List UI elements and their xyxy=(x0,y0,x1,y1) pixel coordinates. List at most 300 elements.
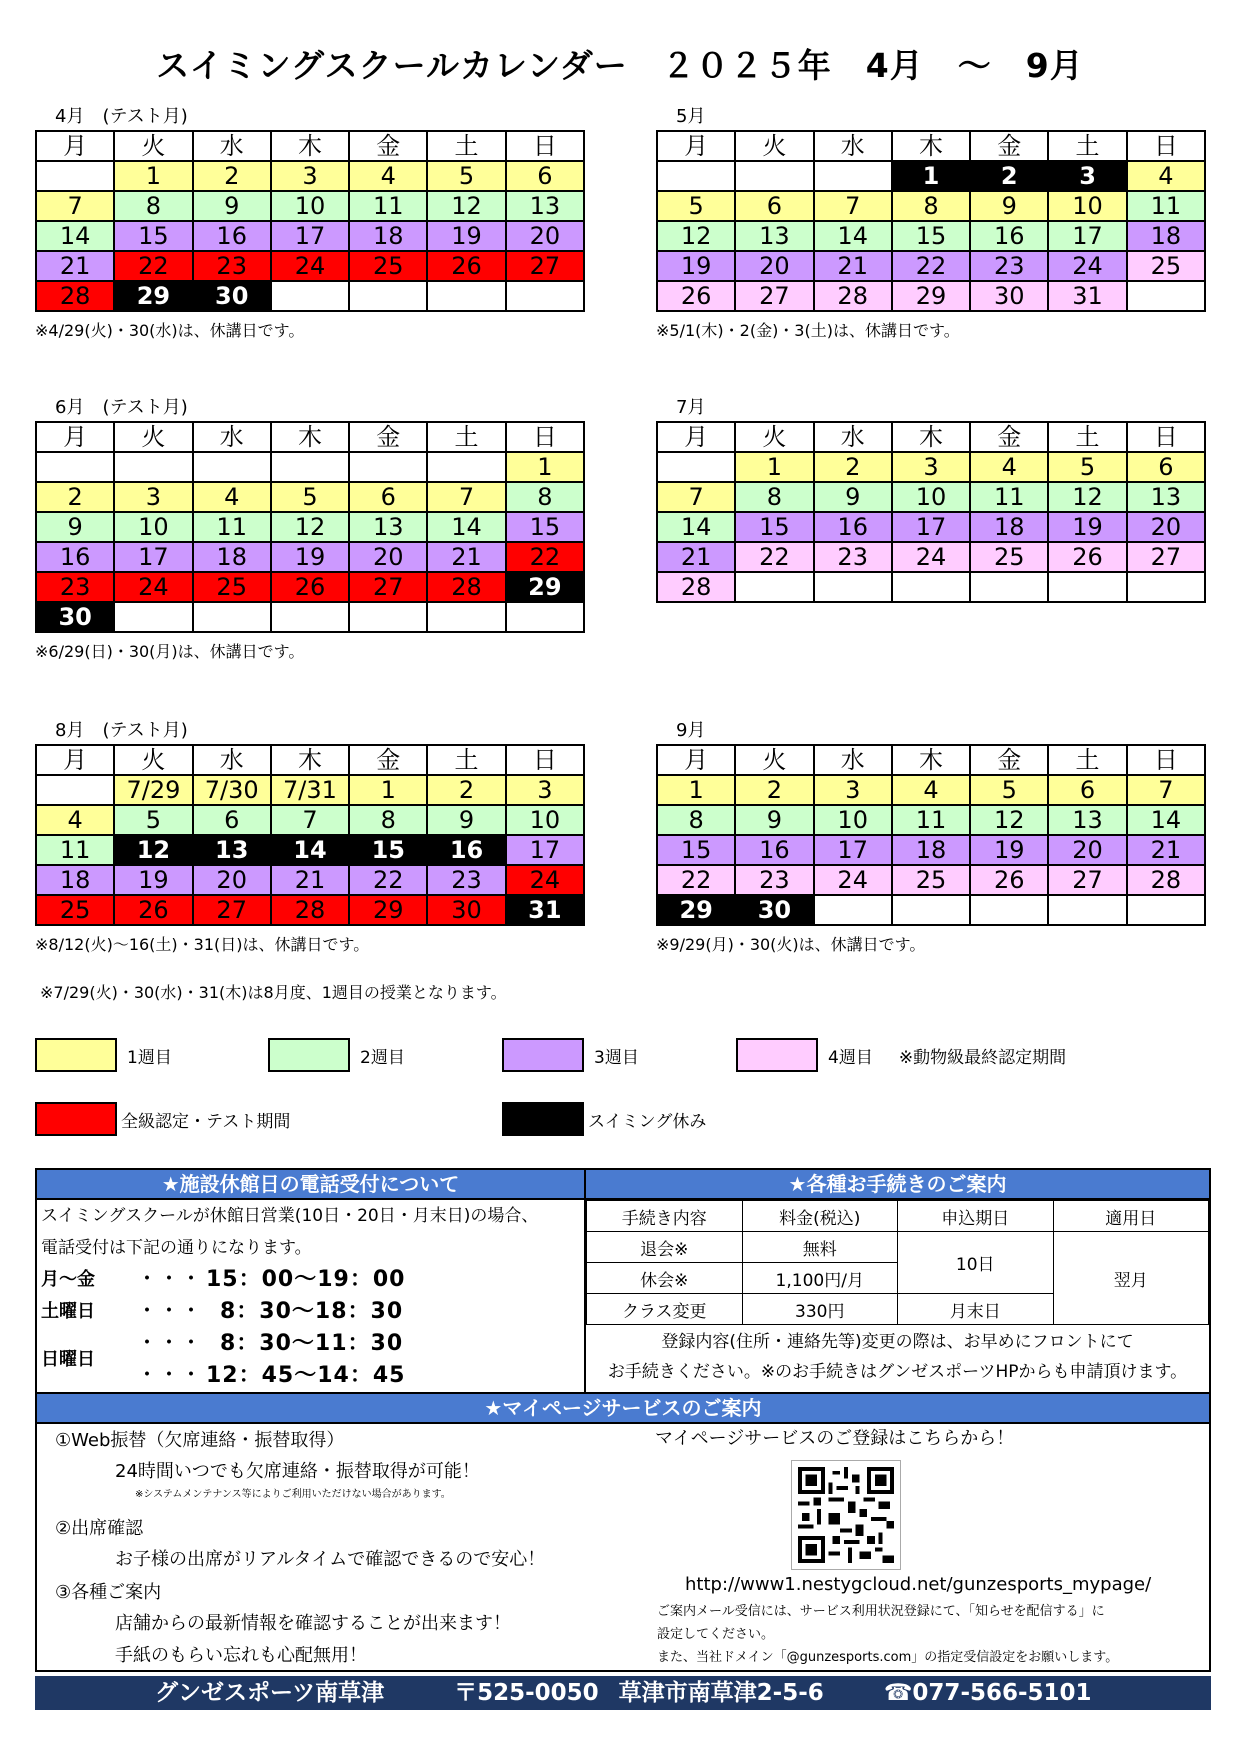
day-cell: 5 xyxy=(970,775,1048,805)
day-cell: 4 xyxy=(970,452,1048,482)
mypage-note-line: 設定してください。 xyxy=(657,1627,775,1642)
day-cell: 26 xyxy=(114,895,192,925)
weekday-header: 金 xyxy=(970,422,1048,452)
day-cell: 28 xyxy=(1127,865,1205,895)
day-cell xyxy=(427,602,505,632)
day-cell xyxy=(814,572,892,602)
day-cell: 5 xyxy=(1048,452,1126,482)
phone-header: ★施設休館日の電話受付について xyxy=(37,1170,584,1200)
day-cell: 9 xyxy=(427,805,505,835)
day-cell: 28 xyxy=(427,572,505,602)
day-cell xyxy=(193,452,271,482)
day-cell: 2 xyxy=(970,161,1048,191)
legend-swatch-test xyxy=(35,1102,117,1136)
day-cell: 23 xyxy=(970,251,1048,281)
day-cell: 14 xyxy=(657,512,735,542)
day-cell: 15 xyxy=(892,221,970,251)
day-cell xyxy=(36,161,114,191)
day-cell: 24 xyxy=(114,572,192,602)
weekday-header: 木 xyxy=(892,131,970,161)
hours-row xyxy=(37,1328,584,1370)
calendar-table xyxy=(35,421,585,633)
month-note: ※6/29(日)・30(月)は、休講日です。 xyxy=(35,642,305,661)
week-row xyxy=(36,602,584,632)
feature-small-note: ※システムメンテナンス等によりご利用いただけない場合があります。 xyxy=(135,1489,451,1500)
weekday-header: 金 xyxy=(970,131,1048,161)
weekday-row xyxy=(36,422,584,452)
day-cell: 21 xyxy=(1127,835,1205,865)
day-cell: 7 xyxy=(36,191,114,221)
month-note: ※5/1(木)・2(金)・3(土)は、休講日です。 xyxy=(656,321,960,340)
day-cell: 17 xyxy=(892,512,970,542)
day-cell: 25 xyxy=(970,542,1048,572)
week-row xyxy=(657,835,1205,865)
day-cell: 27 xyxy=(1127,542,1205,572)
day-cell: 22 xyxy=(892,251,970,281)
day-cell: 15 xyxy=(349,835,427,865)
info-box xyxy=(35,1168,1211,1672)
day-cell: 6 xyxy=(1048,775,1126,805)
day-cell: 30 xyxy=(36,602,114,632)
day-cell: 19 xyxy=(1048,512,1126,542)
weekday-header: 日 xyxy=(1127,422,1205,452)
day-cell: 24 xyxy=(271,251,349,281)
legend-label-week2: 2週目 xyxy=(360,1047,405,1068)
legend-week1 xyxy=(35,1038,172,1072)
day-cell: 21 xyxy=(814,251,892,281)
day-cell: 9 xyxy=(193,191,271,221)
day-cell xyxy=(271,281,349,311)
week-row xyxy=(36,452,584,482)
day-cell: 29 xyxy=(114,281,192,311)
day-cell: 3 xyxy=(114,482,192,512)
day-cell xyxy=(657,161,735,191)
day-cell: 18 xyxy=(1127,221,1205,251)
day-cell: 13 xyxy=(506,191,584,221)
day-cell: 27 xyxy=(506,251,584,281)
day-cell: 23 xyxy=(193,251,271,281)
day-cell xyxy=(814,895,892,925)
day-cell: 29 xyxy=(506,572,584,602)
day-cell: 22 xyxy=(114,251,192,281)
hours-dots: ・・・ xyxy=(136,1363,203,1388)
column-header: 料金(税込) xyxy=(742,1201,898,1232)
day-cell xyxy=(193,602,271,632)
phone-intro-2: 電話受付は下記の通りになります。 xyxy=(41,1238,312,1258)
day-cell: 17 xyxy=(114,542,192,572)
day-cell: 5 xyxy=(657,191,735,221)
day-cell: 29 xyxy=(892,281,970,311)
month-label: 4月 (テスト月) xyxy=(55,106,188,127)
weekday-header: 土 xyxy=(427,422,505,452)
day-cell: 11 xyxy=(892,805,970,835)
day-cell: 14 xyxy=(814,221,892,251)
weekday-header: 月 xyxy=(657,422,735,452)
day-cell: 9 xyxy=(814,482,892,512)
procedure-fee: 無料 xyxy=(742,1232,898,1263)
day-cell: 23 xyxy=(735,865,813,895)
day-cell: 19 xyxy=(657,251,735,281)
feature-body: お子様の出席がリアルタイムで確認できるので安心！ xyxy=(115,1549,546,1570)
weekday-header: 水 xyxy=(814,745,892,775)
week-row xyxy=(36,835,584,865)
day-cell: 3 xyxy=(271,161,349,191)
day-cell xyxy=(1127,895,1205,925)
month-note: ※4/29(火)・30(水)は、休講日です。 xyxy=(35,321,305,340)
day-cell: 8 xyxy=(114,191,192,221)
day-cell: 1 xyxy=(657,775,735,805)
column-header: 手続き内容 xyxy=(587,1201,743,1232)
day-cell: 30 xyxy=(970,281,1048,311)
week-row xyxy=(36,865,584,895)
legend-week4-note: ※動物級最終認定期間 xyxy=(898,1047,1067,1068)
day-cell: 17 xyxy=(1048,221,1126,251)
legend-label-week4: 4週目 xyxy=(828,1047,873,1068)
day-cell xyxy=(1127,281,1205,311)
day-cell: 13 xyxy=(193,835,271,865)
day-cell: 17 xyxy=(814,835,892,865)
legend-swatch-week2 xyxy=(268,1038,350,1072)
day-cell: 8 xyxy=(349,805,427,835)
day-cell: 5 xyxy=(114,805,192,835)
weekday-header: 月 xyxy=(657,131,735,161)
weekday-header: 水 xyxy=(193,422,271,452)
day-cell: 10 xyxy=(814,805,892,835)
day-cell: 16 xyxy=(970,221,1048,251)
day-cell: 23 xyxy=(427,865,505,895)
day-cell: 26 xyxy=(657,281,735,311)
day-cell: 1 xyxy=(349,775,427,805)
calendar-table xyxy=(656,130,1206,312)
day-cell: 24 xyxy=(506,865,584,895)
day-cell: 25 xyxy=(349,251,427,281)
calendar-table xyxy=(35,744,585,926)
day-cell: 25 xyxy=(193,572,271,602)
hours-dots: ・・・ xyxy=(136,1331,203,1356)
day-cell: 8 xyxy=(735,482,813,512)
day-cell: 9 xyxy=(970,191,1048,221)
day-cell: 26 xyxy=(970,865,1048,895)
day-cell: 16 xyxy=(36,542,114,572)
day-cell: 7/31 xyxy=(271,775,349,805)
mypage-note-line: ご案内メール受信には、サービス利用状況登録にて、「知らせを配信する」に xyxy=(657,1604,1105,1619)
procedures-note-line: お手続きください。※のお手続きはグンゼスポーツHPからも申請頂けます。 xyxy=(607,1362,1188,1382)
procedure-name: 退会※ xyxy=(587,1232,743,1263)
hours-row xyxy=(37,1264,584,1296)
day-cell: 12 xyxy=(970,805,1048,835)
weekday-header: 月 xyxy=(36,131,114,161)
day-cell xyxy=(970,572,1048,602)
procedure-name: クラス変更 xyxy=(587,1294,743,1325)
weekday-row xyxy=(36,745,584,775)
weekday-header: 日 xyxy=(506,131,584,161)
day-cell xyxy=(349,452,427,482)
month-label: 6月 (テスト月) xyxy=(55,397,188,418)
column-header: 適用日 xyxy=(1053,1201,1209,1232)
day-cell: 6 xyxy=(349,482,427,512)
column-header: 申込期日 xyxy=(898,1201,1054,1232)
day-cell: 24 xyxy=(1048,251,1126,281)
day-cell: 1 xyxy=(735,452,813,482)
day-cell: 18 xyxy=(193,542,271,572)
day-cell xyxy=(814,161,892,191)
month-september xyxy=(656,718,1206,955)
week-row xyxy=(36,542,584,572)
day-cell: 28 xyxy=(657,572,735,602)
procedures-note-line: 登録内容(住所・連絡先等)変更の際は、お早めにフロントにて xyxy=(661,1332,1134,1352)
day-cell: 6 xyxy=(1127,452,1205,482)
week-row xyxy=(36,482,584,512)
day-cell: 10 xyxy=(506,805,584,835)
day-cell: 7 xyxy=(1127,775,1205,805)
legend-swatch-week1 xyxy=(35,1038,117,1072)
mypage-notes xyxy=(657,1600,1118,1669)
feature-body: 24時間いつでも欠席連絡・振替取得が可能！ xyxy=(115,1461,480,1482)
hours-day: 土曜日 xyxy=(41,1301,95,1322)
day-cell: 22 xyxy=(506,542,584,572)
weekday-header: 土 xyxy=(1048,131,1126,161)
day-cell: 7 xyxy=(814,191,892,221)
weekday-header: 火 xyxy=(735,745,813,775)
footer-address: 草津市南草津2-5-6 xyxy=(618,1680,824,1706)
day-cell: 18 xyxy=(36,865,114,895)
day-cell: 21 xyxy=(36,251,114,281)
day-cell xyxy=(506,602,584,632)
day-cell: 26 xyxy=(271,572,349,602)
day-cell xyxy=(427,452,505,482)
day-cell: 6 xyxy=(506,161,584,191)
legend-swatch-week3 xyxy=(502,1038,584,1072)
calendar-table xyxy=(35,130,585,312)
week-row xyxy=(36,221,584,251)
day-cell: 27 xyxy=(735,281,813,311)
week-row xyxy=(657,452,1205,482)
day-cell: 9 xyxy=(735,805,813,835)
day-cell: 7/30 xyxy=(193,775,271,805)
day-cell: 7 xyxy=(271,805,349,835)
month-label: 9月 xyxy=(676,720,706,741)
day-cell xyxy=(892,895,970,925)
day-cell: 23 xyxy=(814,542,892,572)
day-cell: 2 xyxy=(193,161,271,191)
day-cell: 3 xyxy=(506,775,584,805)
week-row xyxy=(657,512,1205,542)
phone-intro-1: スイミングスクールが休館日営業(10日・20日・月末日)の場合、 xyxy=(41,1206,539,1226)
weekday-header: 日 xyxy=(1127,745,1205,775)
day-cell: 11 xyxy=(36,835,114,865)
month-label: 5月 xyxy=(676,106,706,127)
day-cell: 20 xyxy=(506,221,584,251)
weekday-header: 水 xyxy=(814,422,892,452)
week-row xyxy=(657,542,1205,572)
day-cell: 25 xyxy=(892,865,970,895)
month-june xyxy=(35,395,585,662)
week-row xyxy=(36,805,584,835)
mypage-register xyxy=(655,1424,1209,1670)
day-cell: 20 xyxy=(349,542,427,572)
day-cell: 5 xyxy=(271,482,349,512)
day-cell: 16 xyxy=(814,512,892,542)
day-cell: 14 xyxy=(427,512,505,542)
week-row xyxy=(657,161,1205,191)
day-cell: 10 xyxy=(1048,191,1126,221)
day-cell: 6 xyxy=(735,191,813,221)
day-cell: 8 xyxy=(657,805,735,835)
day-cell: 11 xyxy=(970,482,1048,512)
day-cell: 15 xyxy=(114,221,192,251)
week-row xyxy=(657,482,1205,512)
weekday-header: 水 xyxy=(193,131,271,161)
day-cell xyxy=(36,775,114,805)
day-cell: 30 xyxy=(735,895,813,925)
month-july xyxy=(656,395,1206,603)
day-cell xyxy=(114,452,192,482)
month-note: ※9/29(月)・30(火)は、休講日です。 xyxy=(656,935,926,954)
weekday-row xyxy=(36,131,584,161)
footer-store-name: グンゼスポーツ南草津 xyxy=(155,1680,385,1706)
week-row xyxy=(657,572,1205,602)
day-cell: 10 xyxy=(114,512,192,542)
day-cell: 20 xyxy=(193,865,271,895)
week-row xyxy=(657,251,1205,281)
day-cell: 29 xyxy=(349,895,427,925)
footer-postal: 〒525-0050 xyxy=(454,1680,599,1706)
weekday-header: 水 xyxy=(814,131,892,161)
day-cell xyxy=(970,895,1048,925)
legend-week2 xyxy=(268,1038,405,1072)
table-row xyxy=(587,1232,1209,1263)
hours-dots: ・・・ xyxy=(136,1267,203,1292)
day-cell: 21 xyxy=(271,865,349,895)
month-label: 7月 xyxy=(676,397,706,418)
day-cell: 27 xyxy=(349,572,427,602)
mypage-features xyxy=(37,1424,655,1670)
legend-label-rest: スイミング休み xyxy=(588,1111,707,1132)
day-cell: 12 xyxy=(271,512,349,542)
day-cell: 30 xyxy=(427,895,505,925)
legend-swatch-rest xyxy=(502,1102,584,1136)
day-cell: 12 xyxy=(114,835,192,865)
day-cell: 10 xyxy=(892,482,970,512)
hours-day: 日曜日 xyxy=(41,1349,95,1370)
feature-heading: ③各種ご案内 xyxy=(55,1582,162,1603)
day-cell: 4 xyxy=(36,805,114,835)
day-cell xyxy=(1048,572,1126,602)
day-cell: 28 xyxy=(271,895,349,925)
footer-phone[interactable]: ☎077-566-5101 xyxy=(883,1680,1092,1706)
weekday-header: 木 xyxy=(271,131,349,161)
day-cell xyxy=(271,602,349,632)
footer xyxy=(35,1676,1211,1710)
week-row xyxy=(36,191,584,221)
day-cell: 2 xyxy=(814,452,892,482)
week-row xyxy=(657,191,1205,221)
weekday-header: 火 xyxy=(735,422,813,452)
register-text: マイページサービスのご登録はこちらから！ xyxy=(655,1428,1015,1449)
day-cell: 10 xyxy=(271,191,349,221)
day-cell: 19 xyxy=(427,221,505,251)
day-cell xyxy=(427,281,505,311)
mypage-url-link[interactable]: http://www1.nestygcloud.net/gunzesports_mypage/ xyxy=(685,1574,1152,1595)
day-cell: 18 xyxy=(349,221,427,251)
day-cell: 20 xyxy=(735,251,813,281)
day-cell: 4 xyxy=(193,482,271,512)
day-cell: 27 xyxy=(193,895,271,925)
day-cell: 18 xyxy=(892,835,970,865)
day-cell: 14 xyxy=(271,835,349,865)
day-cell xyxy=(735,161,813,191)
weekday-header: 木 xyxy=(271,745,349,775)
day-cell: 4 xyxy=(892,775,970,805)
day-cell: 3 xyxy=(1048,161,1126,191)
hours-time: 12：45～14：45 xyxy=(206,1363,406,1388)
weekday-header: 金 xyxy=(349,131,427,161)
feature-body: 店舗からの最新情報を確認することが出来ます！ xyxy=(115,1613,511,1634)
weekday-header: 木 xyxy=(892,422,970,452)
day-cell: 29 xyxy=(657,895,735,925)
week-row xyxy=(36,161,584,191)
day-cell xyxy=(1048,895,1126,925)
procedure-name: 休会※ xyxy=(587,1263,743,1294)
day-cell: 2 xyxy=(735,775,813,805)
day-cell: 16 xyxy=(427,835,505,865)
day-cell: 24 xyxy=(892,542,970,572)
day-cell: 23 xyxy=(36,572,114,602)
weekday-header: 月 xyxy=(36,422,114,452)
day-cell: 15 xyxy=(657,835,735,865)
day-cell: 19 xyxy=(271,542,349,572)
day-cell: 7 xyxy=(657,482,735,512)
day-cell: 26 xyxy=(427,251,505,281)
qr-code-icon[interactable] xyxy=(791,1460,901,1570)
day-cell: 15 xyxy=(735,512,813,542)
weekday-header: 火 xyxy=(114,422,192,452)
week-row xyxy=(36,775,584,805)
day-cell: 18 xyxy=(970,512,1048,542)
day-cell: 21 xyxy=(427,542,505,572)
day-cell: 1 xyxy=(506,452,584,482)
day-cell: 8 xyxy=(892,191,970,221)
info-top-section xyxy=(37,1170,1209,1392)
day-cell xyxy=(114,602,192,632)
hours-day: 月～金 xyxy=(41,1269,95,1290)
weekday-header: 日 xyxy=(1127,131,1205,161)
day-cell xyxy=(271,452,349,482)
phone-section xyxy=(37,1170,586,1392)
month-note: ※8/12(火)～16(土)・31(日)は、休講日です。 xyxy=(35,935,370,954)
procedures-note xyxy=(586,1325,1209,1389)
week-row xyxy=(657,865,1205,895)
day-cell: 13 xyxy=(735,221,813,251)
weekday-header: 水 xyxy=(193,745,271,775)
hours-time: 8：30～18：30 xyxy=(220,1299,404,1324)
weekday-header: 土 xyxy=(1048,422,1126,452)
day-cell xyxy=(506,281,584,311)
weekday-header: 火 xyxy=(735,131,813,161)
procedure-deadline: 月末日 xyxy=(898,1294,1054,1325)
page-title: スイミングスクールカレンダー ２０２５年 4月 ～ 9月 xyxy=(156,46,1084,85)
day-cell: 22 xyxy=(735,542,813,572)
procedure-fee: 1,100円/月 xyxy=(742,1263,898,1294)
legend-week3 xyxy=(502,1038,639,1072)
day-cell: 12 xyxy=(427,191,505,221)
day-cell xyxy=(657,452,735,482)
weekday-header: 金 xyxy=(349,745,427,775)
day-cell: 11 xyxy=(349,191,427,221)
day-cell xyxy=(892,572,970,602)
august-extra-note: ※7/29(火)・30(水)・31(木)は8月度、1週目の授業となります。 xyxy=(40,983,507,1002)
week-row xyxy=(657,895,1205,925)
